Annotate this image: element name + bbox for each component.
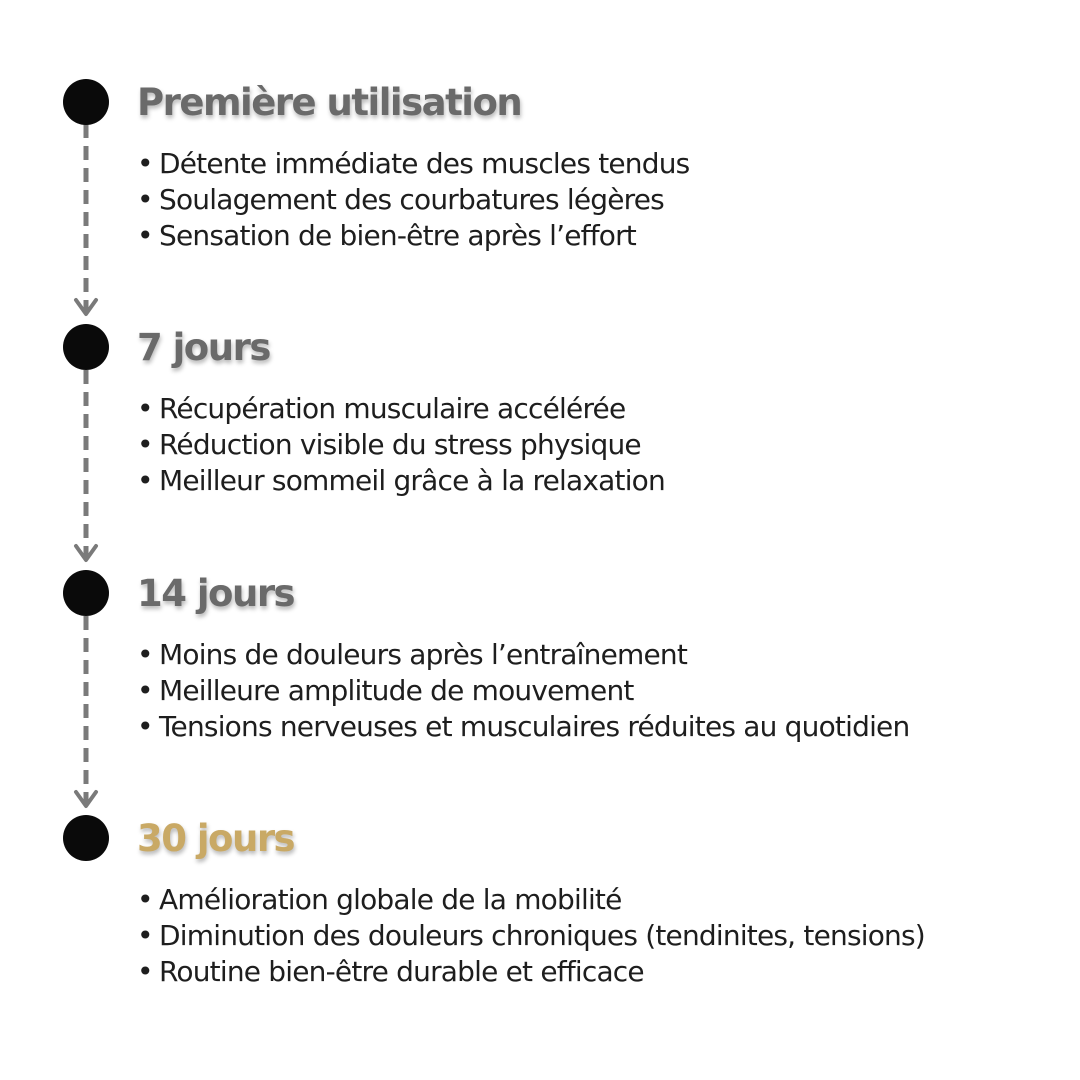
- stage-title: 30 jours: [137, 817, 295, 860]
- stage-title: 7 jours: [137, 326, 270, 369]
- list-item: • Meilleur sommeil grâce à la relaxation: [137, 464, 665, 497]
- stage-30-jours: [137, 813, 1037, 990]
- benefit-text: Récupération musculaire accélérée: [159, 392, 626, 425]
- list-item: • Récupération musculaire accélérée: [137, 392, 626, 425]
- list-item: • Tensions nerveuses et musculaires réduites au quotidien: [137, 710, 910, 743]
- benefit-text: Tensions nerveuses et musculaires réduites au quotidien: [159, 710, 910, 743]
- list-item: • Meilleure amplitude de mouvement: [137, 674, 634, 707]
- benefit-list: [137, 882, 1037, 990]
- list-item: • Réduction visible du stress physique: [137, 428, 641, 461]
- stage-14-jours: [137, 568, 1037, 745]
- stage-title: 14 jours: [137, 572, 295, 615]
- benefit-text: Routine bien-être durable et efficace: [159, 955, 644, 988]
- benefit-text: Réduction visible du stress physique: [159, 428, 641, 461]
- stage-title: Première utilisation: [137, 81, 522, 124]
- benefit-text: Amélioration globale de la mobilité: [159, 883, 622, 916]
- benefit-list: [137, 146, 1037, 254]
- benefit-text: Moins de douleurs après l’entraînement: [159, 638, 688, 671]
- list-item: • Amélioration globale de la mobilité: [137, 883, 622, 916]
- list-item: • Diminution des douleurs chroniques (tendinites, tensions): [137, 919, 925, 952]
- list-item: • Sensation de bien-être après l’effort: [137, 219, 636, 252]
- benefit-list: [137, 637, 1037, 745]
- timeline-dot: [63, 815, 109, 861]
- timeline-dot: [63, 79, 109, 125]
- benefit-list: [137, 391, 1037, 499]
- stage-7-jours: [137, 322, 1037, 499]
- list-item: • Soulagement des courbatures légères: [137, 183, 664, 216]
- list-item: • Routine bien-être durable et efficace: [137, 955, 644, 988]
- list-item: • Détente immédiate des muscles tendus: [137, 147, 690, 180]
- benefit-text: Soulagement des courbatures légères: [159, 183, 664, 216]
- benefit-text: Meilleur sommeil grâce à la relaxation: [159, 464, 665, 497]
- benefit-text: Meilleure amplitude de mouvement: [159, 674, 634, 707]
- benefit-text: Sensation de bien-être après l’effort: [159, 219, 636, 252]
- benefit-text: Détente immédiate des muscles tendus: [159, 147, 690, 180]
- timeline-dot: [63, 570, 109, 616]
- stage-premiere-utilisation: [137, 77, 1037, 254]
- benefit-text: Diminution des douleurs chroniques (tendinites, tensions): [159, 919, 925, 952]
- list-item: • Moins de douleurs après l’entraînement: [137, 638, 688, 671]
- timeline-dot: [63, 324, 109, 370]
